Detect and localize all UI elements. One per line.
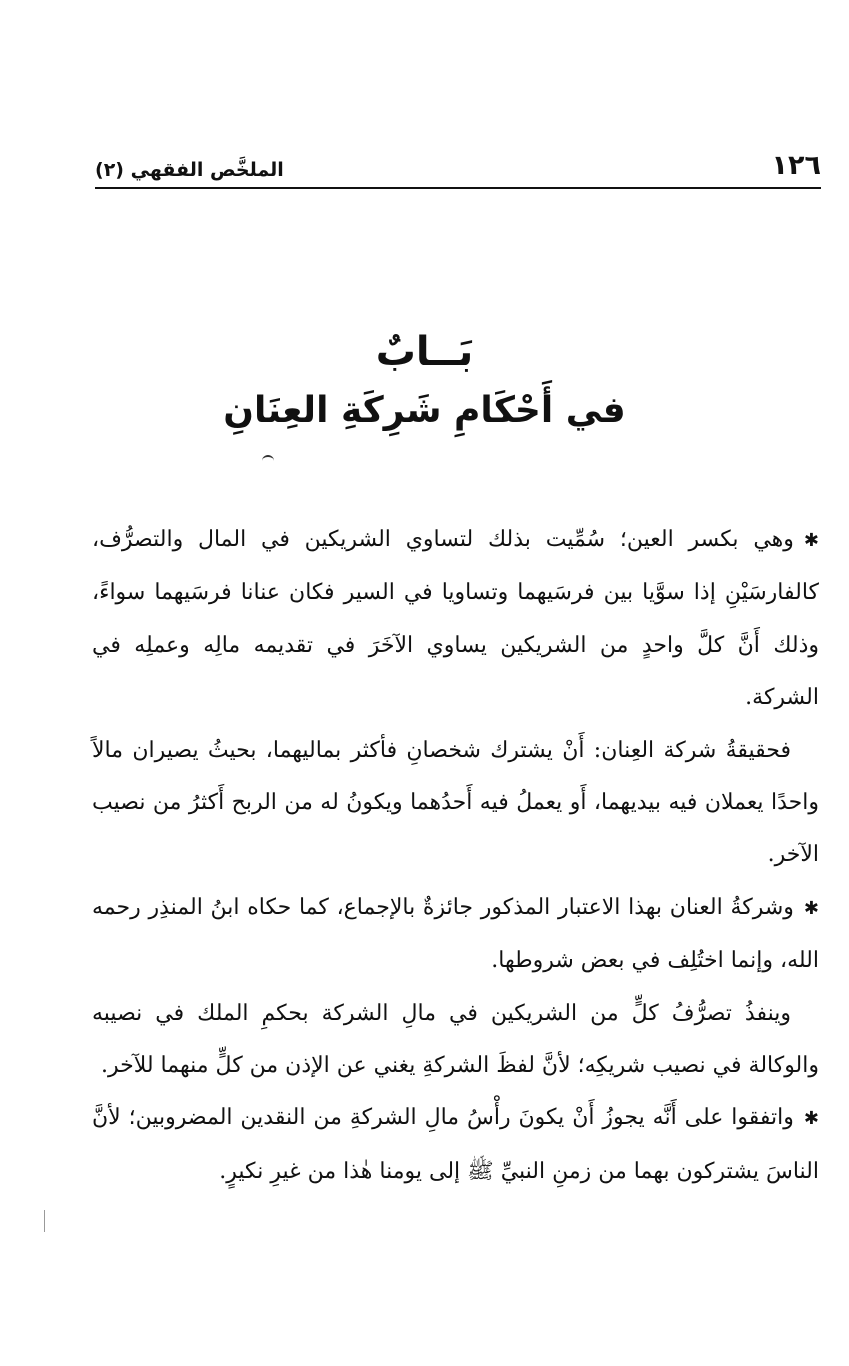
chapter-heading [0,325,849,439]
paragraph-text: وينفذُ تصرُّفُ كلٍّ من الشريكين في مالِ الشركة بحكمِ الملك في نصيبه والوكالة في نصيب شريكِه؛ لأنَّ لفظَ الشركةِ يغني عن الإذن من كلٍّ منهما للآخر. [92,1000,819,1079]
running-header [95,143,821,189]
ornament-mark [262,455,274,463]
star-bullet-icon: ✱ [803,897,819,919]
paragraph-text: وشركةُ العنان بهذا الاعتبار المذكور جائزةٌ بالإجماع، كما حكاه ابنُ المنذِر رحمه الله، وإنما اختُلِف في بعض شروطها. [92,894,819,974]
margin-mark [44,1210,45,1232]
paragraph-text: وهي بكسر العين؛ سُمِّيت بذلك لتساوي الشريكين في المال والتصرُّف، كالفارسَيْنِ إذا سوَّيا بين فرسَيهما وتساويا في السير فكان عنانا فرسَيهما سواءً، وذلك أَنَّ كلَّ واحدٍ من الشريكين يساوي الآخَرَ في تقديمه مالِه وعملِه في الشركة. [92,527,819,711]
chapter-label: بَــابٌ [375,329,474,375]
page-number: ١٢٦ [771,150,821,181]
star-bullet-icon: ✱ [803,1108,819,1130]
paragraph-4 [92,988,819,1093]
paragraph-text: واتفقوا على أَنَّه يجوزُ أَنْ يكونَ رأْسُ مالِ الشركةِ من النقدين المضروبين؛ لأنَّ الناسَ يشتركون بهما من زمنِ النبيِّ ﷺ إلى يومنا هٰذا من غيرِ نكيرٍ. [92,1105,819,1184]
body-text [92,514,819,1198]
book-title: الملخَّص الفقهي (٢) [95,159,284,181]
header-row [95,150,821,181]
chapter-title: في أَحْكَامِ شَرِكَةِ العِنَانِ [223,390,626,431]
paragraph-text: فحقيقةُ شركة العِنان: أَنْ يشترك شخصانِ فأكثر بماليهما، بحيثُ يصيران مالاً واحدًا يعملان فيه بيديهما، أَو يعملُ فيه أَحدُهما ويكونُ له من الربح أَكثرُ من نصيب الآخر. [92,737,819,868]
paragraph-2 [92,725,819,882]
paragraph-5 [92,1092,819,1198]
paragraph-3 [92,882,819,988]
paragraph-1 [92,514,819,725]
star-bullet-icon: ✱ [803,530,819,551]
